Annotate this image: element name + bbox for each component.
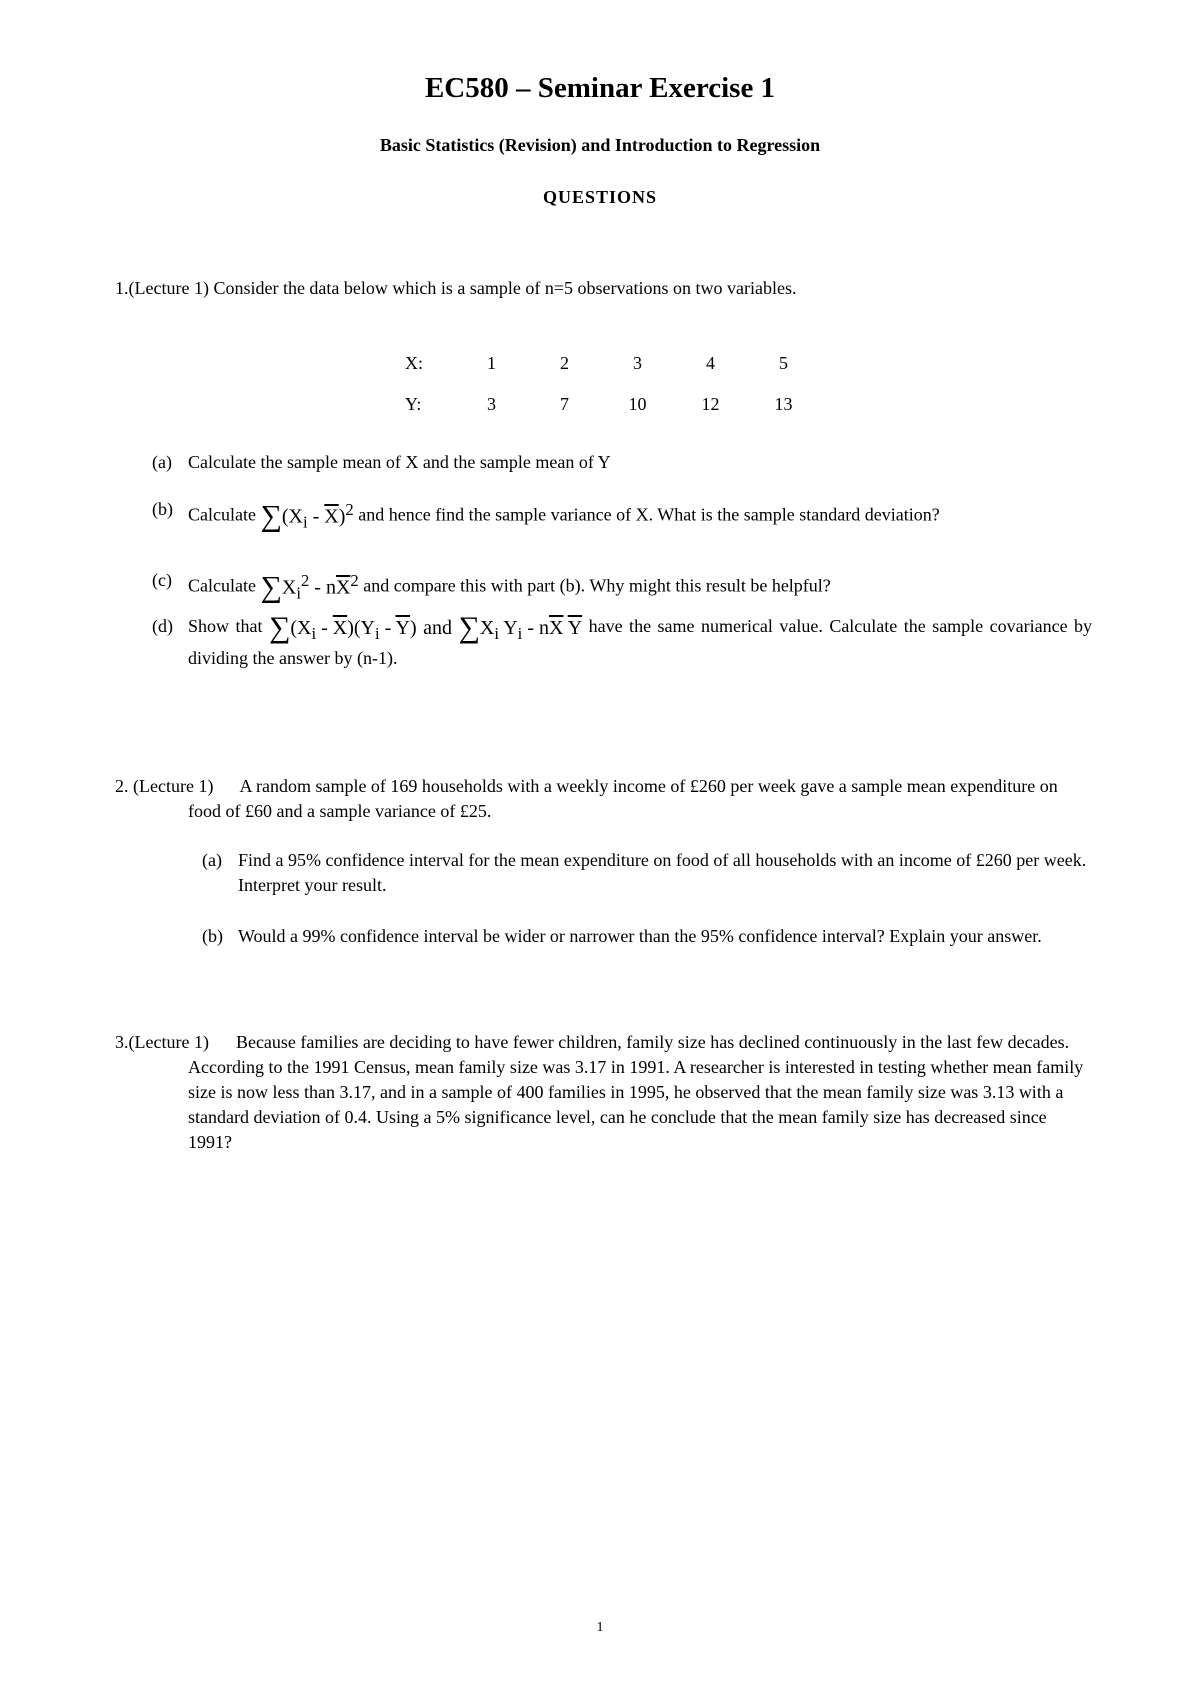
- sum-squared-deviations-formula: $\sum(X_i - \overline{X})^2$: [260, 499, 354, 533]
- table-row-x: [405, 343, 820, 384]
- part-text: and hence find the sample variance of X. What is the sample standard deviation?: [358, 504, 940, 525]
- question-2-text: 2. (Lecture 1) A random sample of 169 households with a weekly income of £260 per week gave a sample mean expenditure on food of £60 and a sample variance of £25.: [115, 776, 1063, 821]
- y-value: 7: [560, 394, 569, 414]
- section-heading: QUESTIONS: [542, 187, 658, 207]
- data-table: [405, 343, 820, 425]
- part-text: Calculate the sample mean of X and the sample mean of Y: [188, 452, 611, 472]
- question-2b: [202, 924, 1092, 949]
- question-1b: [152, 497, 1092, 535]
- question-1d: [152, 611, 1093, 671]
- y-value: 10: [628, 394, 647, 414]
- y-value: 13: [774, 394, 793, 414]
- x-value: 4: [706, 353, 715, 373]
- table-row-y: [405, 384, 820, 425]
- y-label: Y:: [405, 394, 422, 414]
- part-letter: (c): [152, 570, 172, 590]
- x-value: 1: [487, 353, 496, 373]
- question-2a: [202, 848, 1092, 898]
- y-value: 12: [701, 394, 720, 414]
- question-1c: [152, 568, 1092, 606]
- y-value: 3: [487, 394, 496, 414]
- question-3-text: 3.(Lecture 1) Because families are deciding to have fewer children, family size has declined continuously in the last few decades. According to the 1991 Census, mean family size was 3.17 in 1991. A researcher is interested in testing whether mean family size is now less than 3.17, and in a sample of 400 families in 1995, he observed that the mean family size was 3.13 with a standard deviation of 0.4. Using a 5% significance level, can he conclude that the mean family size has decreased since 1991?: [115, 1032, 1088, 1152]
- part-text-lead: Calculate: [188, 504, 256, 525]
- sum-xy-formula: $\sum X_i$ $Y_i - n\overline{X}$ $\overline{Y}$: [458, 611, 583, 644]
- part-text: Find a 95% confidence interval for the mean expenditure on food of all households with an income of £260 per week. Interpret your result.: [238, 850, 1087, 895]
- part-text: Would a 99% confidence interval be wider or narrower than the 95% confidence interval? Explain your answer.: [238, 926, 1042, 946]
- part-text: and compare this with part (b). Why might this result be helpful?: [363, 575, 831, 596]
- part-letter: (b): [152, 499, 173, 519]
- x-label: X:: [405, 353, 423, 373]
- part-text-lead: Calculate: [188, 575, 256, 596]
- question-3: [115, 1030, 1095, 1155]
- page-title: EC580 – Seminar Exercise 1: [424, 72, 776, 104]
- question-2-intro: [115, 774, 1095, 824]
- x-value: 3: [633, 353, 642, 373]
- part-letter: (a): [152, 452, 172, 472]
- part-text: have the same numerical value. Calculate the sample covariance by dividing the answer by (n-1).: [188, 616, 1093, 668]
- part-letter: (b): [202, 926, 223, 946]
- page-number: 1: [596, 1620, 604, 1635]
- part-text-lead: Show that: [188, 616, 263, 636]
- sum-squares-formula: $\sum X_i^2 - n\overline{X}^2$: [260, 570, 359, 604]
- x-value: 2: [560, 353, 569, 373]
- part-letter: (d): [152, 616, 173, 636]
- sum-cross-products-formula: $\sum(X_i - \overline{X})(Y_i - \overline{Y})$: [268, 611, 417, 644]
- question-1a: [152, 450, 1092, 475]
- part-letter: (a): [202, 850, 222, 870]
- x-value: 5: [779, 353, 788, 373]
- formula-connector: and: [423, 617, 453, 639]
- page-subtitle: Basic Statistics (Revision) and Introduction to Regression: [379, 135, 821, 155]
- question-1-intro: 1.(Lecture 1) Consider the data below which is a sample of n=5 observations on two variables.: [115, 278, 797, 298]
